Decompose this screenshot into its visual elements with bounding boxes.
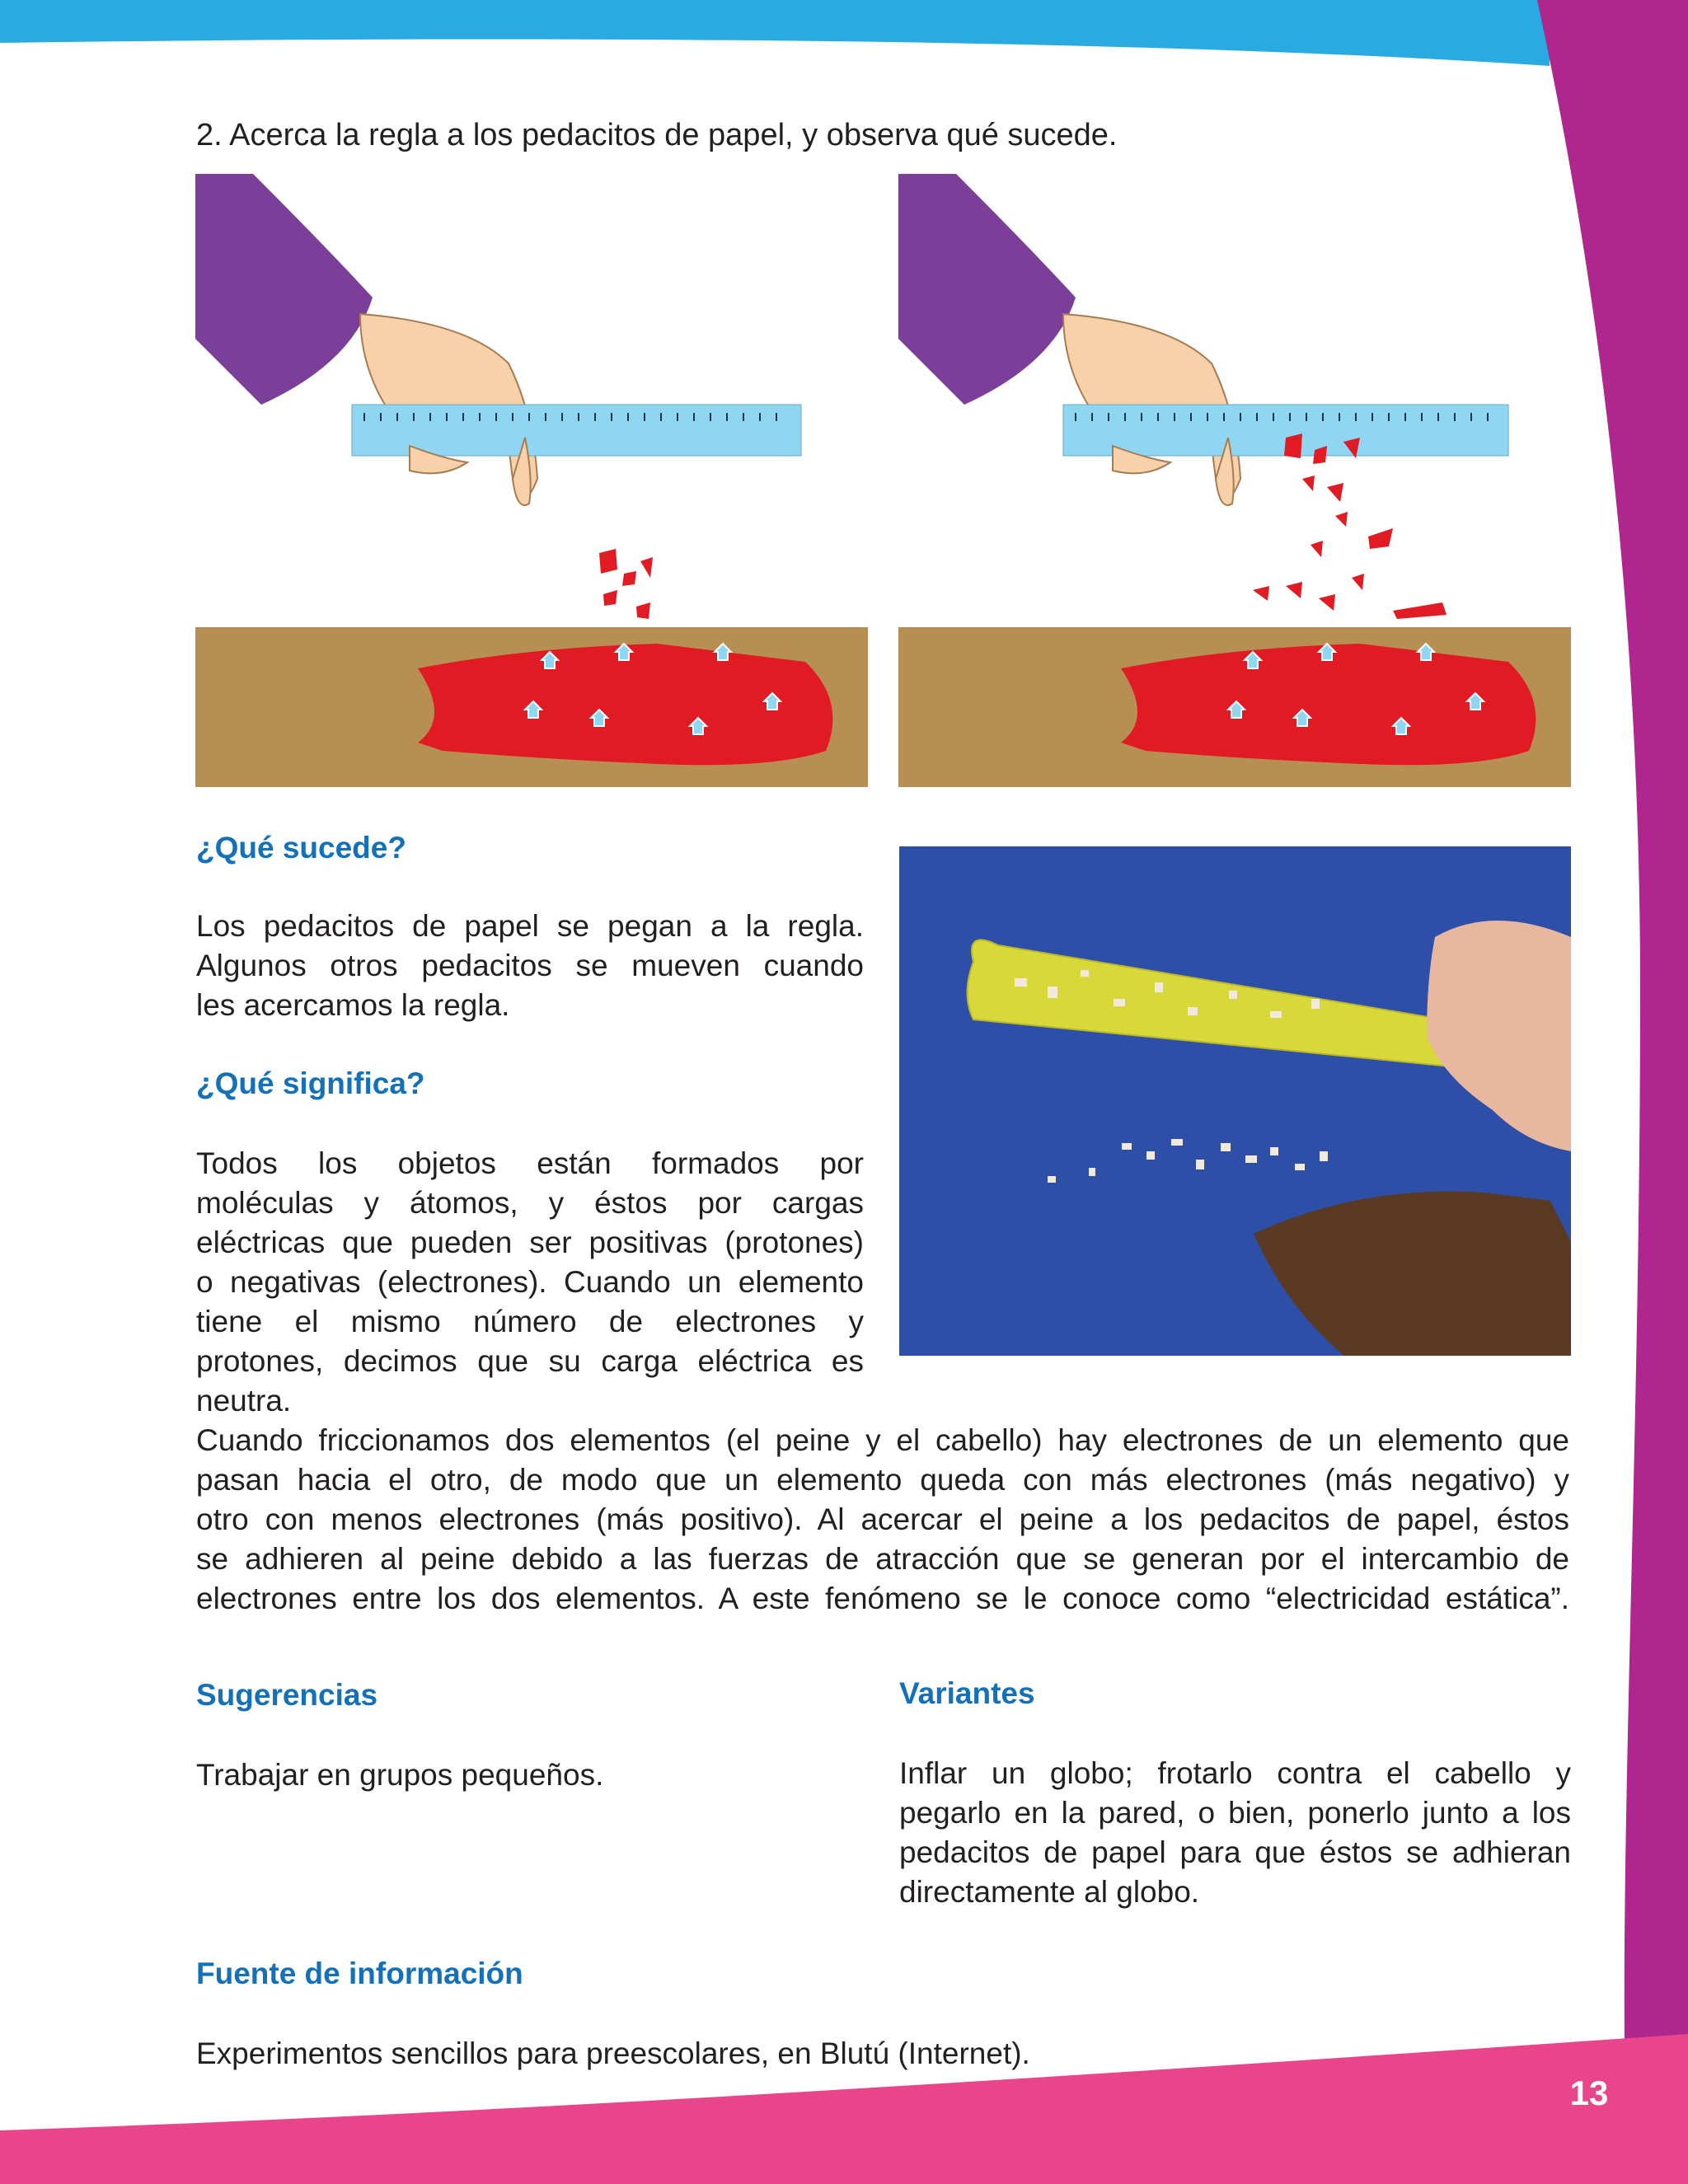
sugerencias-heading: Sugerencias [196, 1678, 378, 1712]
variantes-line: Inflar un globo; frotarlo contra el cabello y [899, 1756, 1571, 1790]
que-significa-line: neutra. [196, 1384, 292, 1418]
ruler-after-illustration [898, 174, 1571, 787]
sleeve [898, 174, 1076, 405]
que-significa-line: moléculas y átomos, y éstos por cargas [196, 1186, 864, 1220]
que-significa-paragraph-line: pasan hacia el otro, de modo que un elemento queda con más electrones (más negativo) y [196, 1463, 1569, 1497]
que-significa-heading: ¿Qué significa? [196, 1066, 425, 1100]
que-sucede-line: Algunos otros pedacitos se mueven cuando [196, 949, 864, 982]
page-number: 13 [1569, 2074, 1609, 2112]
sugerencias-text: Trabajar en grupos pequeños. [196, 1758, 604, 1792]
fuente-text: Experimentos sencillos para preescolares, en Blutú (Internet). [196, 2036, 1030, 2070]
attracted-paper-bits [1253, 434, 1447, 619]
que-significa-line: Todos los objetos están formados por [196, 1146, 864, 1180]
que-significa-line: o negativas (electrones). Cuando un elemento [196, 1265, 864, 1299]
variantes-line: pedacitos de papel para que éstos se adhieran [899, 1835, 1571, 1869]
que-significa-paragraph-line: electrones entre los dos elementos. A este fenómeno se le conoce como “electricidad estática”. [196, 1582, 1569, 1615]
ruler-before-illustration [195, 174, 868, 787]
que-significa-line: protones, decimos que su carga eléctrica es [196, 1344, 864, 1378]
step-instruction: 2. Acerca la regla a los pedacitos de papel, y observa qué sucede. [196, 118, 1118, 152]
que-sucede-line: les acercamos la regla. [196, 988, 510, 1022]
variantes-heading: Variantes [899, 1676, 1035, 1710]
que-sucede-heading: ¿Qué sucede? [196, 831, 406, 865]
que-significa-line: eléctricas que pueden ser positivas (protones) [196, 1226, 864, 1259]
variantes-line: directamente al globo. [899, 1875, 1200, 1909]
top-band [0, 0, 1550, 66]
que-significa-paragraph-line: otro con menos electrones (más positivo). Al acercar el peine a los pedacitos de papel, éstos [196, 1502, 1569, 1536]
que-significa-paragraph-line: se adhieren al peine debido a las fuerzas de atracción que se generan por el intercambio de [196, 1542, 1569, 1576]
que-sucede-line: Los pedacitos de papel se pegan a la regla. [196, 909, 864, 943]
fuente-heading: Fuente de información [196, 1957, 523, 1990]
que-significa-paragraph-line: Cuando friccionamos dos elementos (el peine y el cabello) hay electrones de un elemento que [196, 1423, 1569, 1457]
falling-paper-bits [599, 549, 653, 619]
variantes-line: pegarlo en la pared, o bien, ponerlo junto a los [899, 1796, 1571, 1830]
que-significa-line: tiene el mismo número de electrones y [196, 1305, 864, 1338]
comb-papers-photo [899, 846, 1571, 1356]
sleeve [195, 174, 373, 405]
ruler [352, 405, 801, 456]
